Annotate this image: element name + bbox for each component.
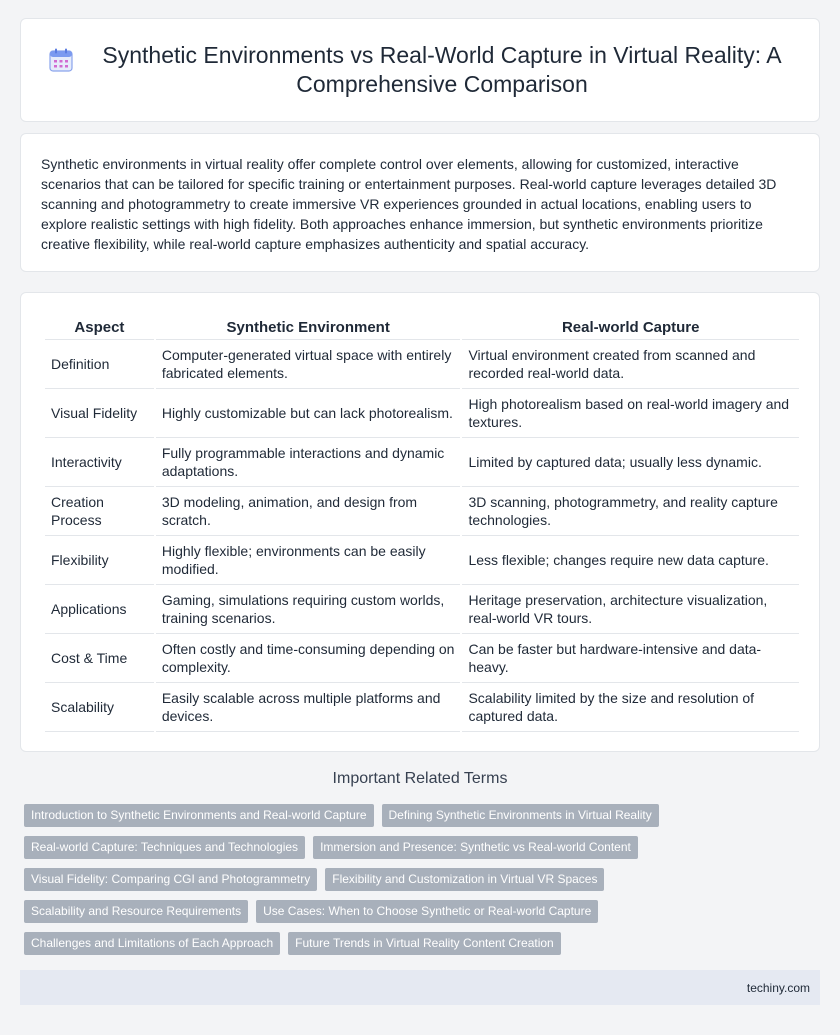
- cell-real-world: Scalability limited by the size and resolution of captured data.: [462, 683, 799, 732]
- related-term-tag[interactable]: Introduction to Synthetic Environments and Real-world Capture: [24, 804, 374, 827]
- title-card: [20, 18, 820, 122]
- intro-paragraph: Synthetic environments in virtual reality offer complete control over elements, allowing for customized, interactive scenarios that can be tailored for specific training or entertainment purposes. Real-world capture leverages detailed 3D scanning and photogrammetry to create immersive VR experiences grounded in actual locations, enabling users to explore realistic settings with high fidelity. Both approaches enhance immersion, but synthetic environments prioritize creative flexibility, while real-world capture emphasizes authenticity and spatial accuracy.: [41, 156, 777, 252]
- cell-aspect: Cost & Time: [45, 634, 154, 683]
- comparison-table: [43, 315, 801, 732]
- intro-card: [20, 133, 820, 272]
- header-real-world: Real-world Capture: [462, 315, 799, 340]
- related-term-tag[interactable]: Scalability and Resource Requirements: [24, 900, 248, 923]
- header-synthetic: Synthetic Environment: [156, 315, 461, 340]
- page-title: Synthetic Environments vs Real-World Capture in Virtual Reality: A Comprehensive Comparison: [102, 42, 782, 97]
- footer: [20, 970, 820, 1005]
- cell-aspect: Interactivity: [45, 438, 154, 487]
- table-row: [45, 683, 799, 732]
- table-row: [45, 340, 799, 389]
- cell-aspect: Creation Process: [45, 487, 154, 536]
- cell-real-world: Less flexible; changes require new data capture.: [462, 536, 799, 585]
- tag-row: [24, 900, 824, 923]
- tag-row: [24, 804, 824, 827]
- cell-synthetic: Easily scalable across multiple platforms and devices.: [156, 683, 461, 732]
- cell-aspect: Scalability: [45, 683, 154, 732]
- cell-synthetic: Highly customizable but can lack photorealism.: [156, 389, 461, 438]
- related-term-tag[interactable]: Immersion and Presence: Synthetic vs Real-world Content: [313, 836, 638, 859]
- cell-aspect: Flexibility: [45, 536, 154, 585]
- related-term-tag[interactable]: Defining Synthetic Environments in Virtual Reality: [382, 804, 659, 827]
- table-row: [45, 438, 799, 487]
- table-row: [45, 585, 799, 634]
- cell-synthetic: 3D modeling, animation, and design from scratch.: [156, 487, 461, 536]
- tag-row: [24, 836, 824, 859]
- cell-aspect: Definition: [45, 340, 154, 389]
- cell-synthetic: Computer-generated virtual space with entirely fabricated elements.: [156, 340, 461, 389]
- table-row: [45, 536, 799, 585]
- cell-real-world: Can be faster but hardware-intensive and data-heavy.: [462, 634, 799, 683]
- cell-synthetic: Gaming, simulations requiring custom worlds, training scenarios.: [156, 585, 461, 634]
- cell-real-world: Heritage preservation, architecture visualization, real-world VR tours.: [462, 585, 799, 634]
- tag-row: [24, 868, 824, 891]
- cell-synthetic: Fully programmable interactions and dynamic adaptations.: [156, 438, 461, 487]
- cell-real-world: 3D scanning, photogrammetry, and reality capture technologies.: [462, 487, 799, 536]
- cell-aspect: Applications: [45, 585, 154, 634]
- related-term-tag[interactable]: Real-world Capture: Techniques and Technologies: [24, 836, 305, 859]
- cell-aspect: Visual Fidelity: [45, 389, 154, 438]
- cell-real-world: Limited by captured data; usually less dynamic.: [462, 438, 799, 487]
- related-term-tag[interactable]: Future Trends in Virtual Reality Content Creation: [288, 932, 561, 955]
- related-term-tag[interactable]: Visual Fidelity: Comparing CGI and Photogrammetry: [24, 868, 317, 891]
- calendar-icon: [48, 47, 74, 78]
- related-terms-title: Important Related Terms: [332, 770, 508, 787]
- cell-real-world: High photorealism based on real-world imagery and textures.: [462, 389, 799, 438]
- table-row: [45, 634, 799, 683]
- table-header-row: [45, 315, 799, 340]
- comparison-card: [20, 292, 820, 752]
- cell-real-world: Virtual environment created from scanned and recorded real-world data.: [462, 340, 799, 389]
- cell-synthetic: Highly flexible; environments can be easily modified.: [156, 536, 461, 585]
- related-term-tag[interactable]: Use Cases: When to Choose Synthetic or Real-world Capture: [256, 900, 598, 923]
- related-terms-list: [24, 804, 824, 964]
- tag-row: [24, 932, 824, 955]
- header-aspect: Aspect: [45, 315, 154, 340]
- related-term-tag[interactable]: Challenges and Limitations of Each Approach: [24, 932, 280, 955]
- table-row: [45, 487, 799, 536]
- site-name[interactable]: techiny.com: [746, 980, 810, 995]
- cell-synthetic: Often costly and time-consuming depending on complexity.: [156, 634, 461, 683]
- related-term-tag[interactable]: Flexibility and Customization in Virtual VR Spaces: [325, 868, 604, 891]
- table-row: [45, 389, 799, 438]
